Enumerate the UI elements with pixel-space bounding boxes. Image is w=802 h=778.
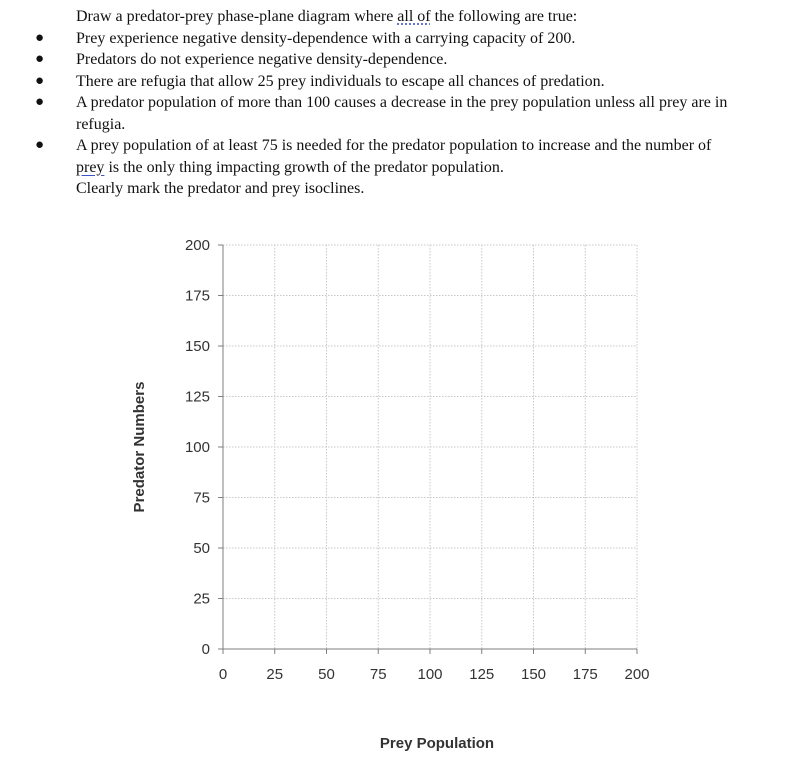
x-tick-label: 0: [218, 666, 228, 683]
intro-text-underlined: all of: [397, 8, 431, 25]
x-axis-title: Prey Population: [379, 735, 495, 752]
x-tick-label: 150: [520, 666, 547, 683]
y-tick-label: 75: [193, 489, 210, 507]
tick-labels: [185, 237, 650, 683]
x-tick-label: 200: [624, 666, 650, 683]
x-tick-label: 75: [369, 666, 387, 683]
bullet-text: There are refugia that allow 25 prey individuals to escape all chances of predation.: [76, 72, 605, 90]
x-tick-label: 100: [417, 666, 443, 683]
y-tick-label: 125: [184, 388, 210, 406]
y-tick-label: 175: [184, 287, 210, 305]
axes: [218, 245, 637, 654]
bullet-text-start: A prey population of at least 75 is needed for the predator population to increase and the number of: [76, 137, 712, 154]
bullet-text: Predators do not experience negative density-dependence.: [76, 51, 448, 68]
y-tick-label: 50: [193, 540, 210, 557]
bullet-dot-icon: ●: [35, 29, 45, 46]
bullet-text: Prey experience negative density-dependence with a carrying capacity of 200.: [76, 29, 576, 47]
bullet-dot-icon: ●: [35, 72, 45, 89]
y-tick-label: 100: [184, 439, 210, 456]
bullet-dot-icon: ●: [35, 51, 45, 67]
bullet-text: A predator population of more than 100 causes a decrease in the prey population unless all prey are in refugia.: [76, 94, 728, 133]
x-tick-label: 125: [469, 666, 495, 683]
x-tick-label: 175: [572, 666, 598, 683]
closing-text: Clearly mark the predator and prey isoclines.: [76, 180, 365, 197]
bullet-dot-icon: ●: [35, 94, 45, 110]
y-tick-label: 0: [201, 641, 210, 658]
bullet-text-underlined: prey: [76, 158, 105, 176]
intro-text-end: the following are true:: [430, 8, 578, 25]
bullet-dot-icon: ●: [35, 137, 45, 153]
y-tick-label: 25: [193, 590, 210, 608]
y-tick-label: 200: [184, 237, 210, 254]
bullet-text-end: is the only thing impacting growth of the predator population.: [104, 158, 504, 176]
x-tick-label: 25: [266, 666, 284, 683]
grid-lines: [223, 245, 637, 649]
x-tick-label: 50: [318, 666, 335, 683]
y-axis-title: Predator Numbers: [131, 381, 148, 513]
y-tick-label: 150: [184, 338, 210, 355]
intro-text-start: Draw a predator-prey phase-plane diagram where: [76, 8, 398, 25]
